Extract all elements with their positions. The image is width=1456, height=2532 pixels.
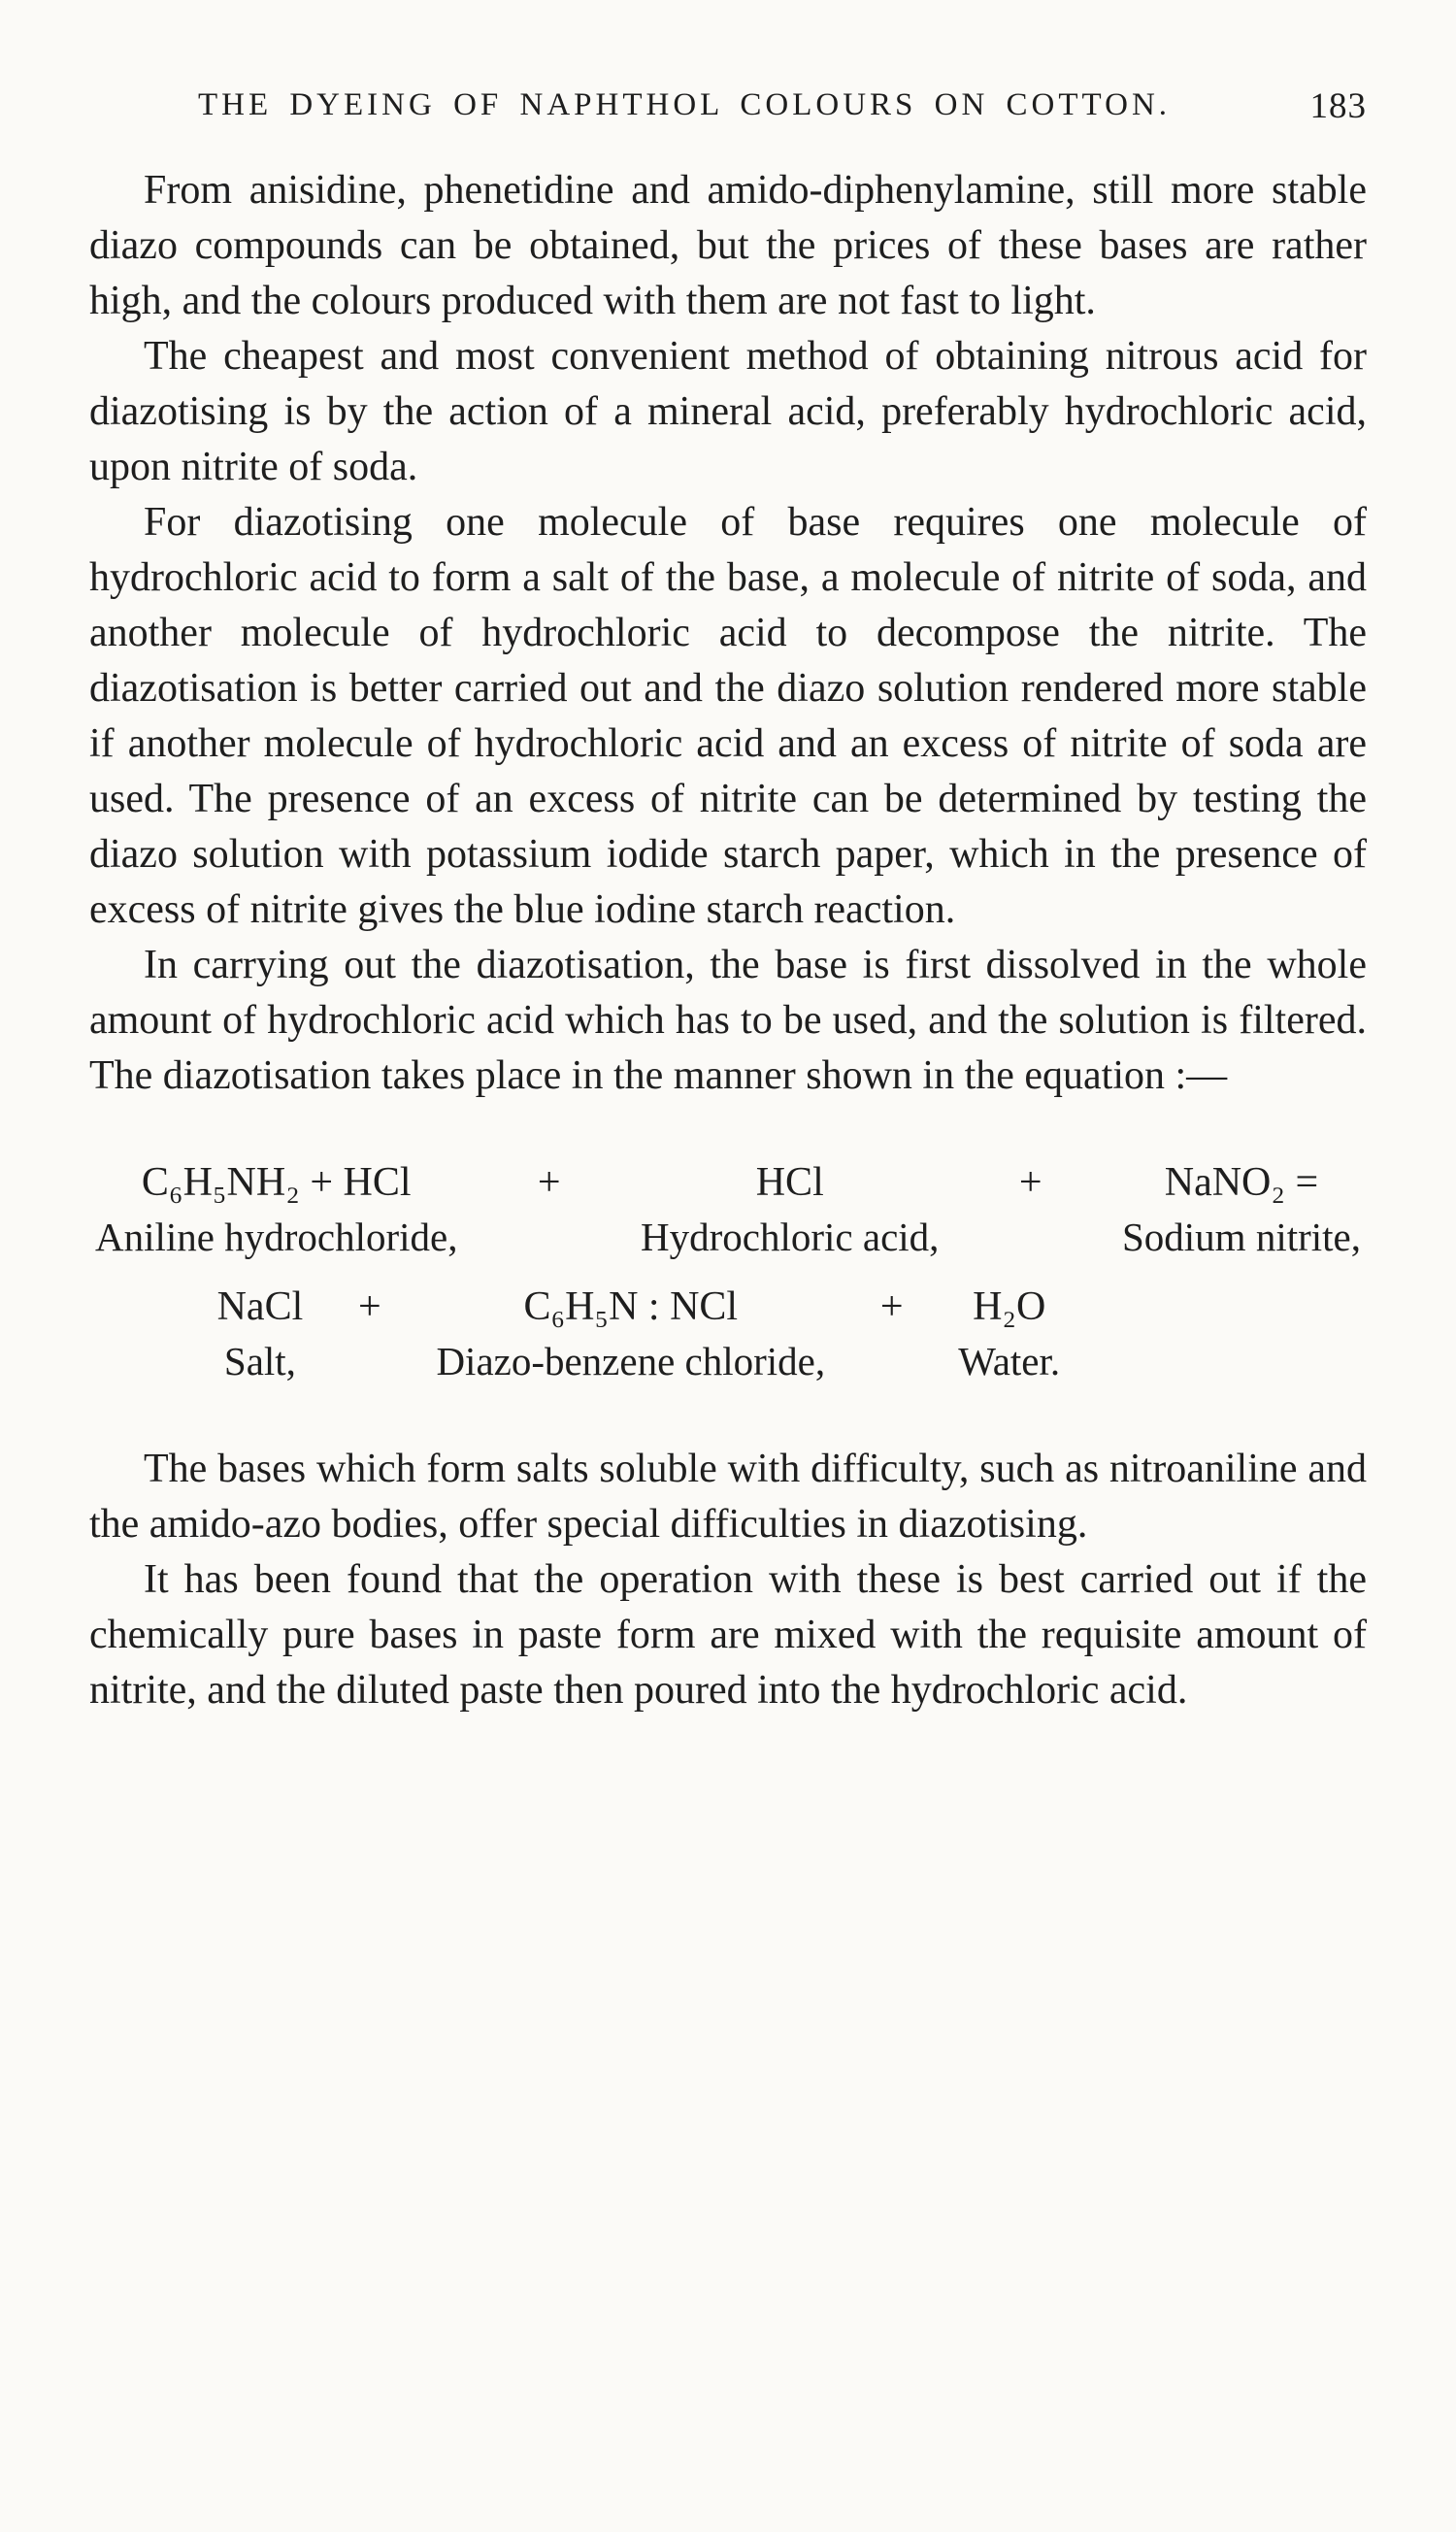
term-formula: +	[358, 1284, 381, 1329]
running-head	[89, 87, 1367, 138]
equation-term	[217, 1281, 304, 1385]
term-formula: C₆H₅NH₂ + HCl	[141, 1160, 412, 1205]
term-formula: HCl	[755, 1160, 824, 1205]
plus-sign	[358, 1281, 381, 1337]
term-formula: +	[879, 1284, 904, 1329]
page-number: 183	[1309, 86, 1367, 126]
equation-term	[1122, 1156, 1361, 1261]
term-formula: +	[1018, 1160, 1042, 1205]
equation-row-products	[217, 1281, 1061, 1385]
equation-term	[436, 1281, 825, 1385]
body-text	[89, 163, 1367, 1718]
equation-term	[641, 1156, 939, 1261]
paragraph-5: The bases which form salts soluble with difficulty, such as nitroaniline and the amido-azo bodies, offer special difficulties in diazotising.	[89, 1447, 1367, 1547]
term-label: Hydrochloric acid,	[641, 1215, 940, 1259]
running-head-title: THE DYEING OF NAPHTHOL COLOURS ON COTTON.	[197, 87, 1172, 122]
term-formula: +	[537, 1160, 561, 1205]
term-label: Aniline hydrochloride,	[95, 1215, 458, 1259]
equation-term	[95, 1156, 457, 1261]
term-label: Diazo-benzene chloride,	[436, 1339, 826, 1383]
paragraph-4: In carrying out the diazotisation, the base is first dissolved in the whole amount of hydrochloric acid which has to be used, and the solution is filtered. The diazotisation takes place in the manner shown in the equation :—	[89, 943, 1367, 1098]
plus-sign	[538, 1156, 561, 1213]
term-formula: H₂O	[973, 1284, 1046, 1329]
term-formula: NaCl	[216, 1284, 304, 1329]
paragraph-2: The cheapest and most convenient method of obtaining nitrous acid for diazotising is by the action of a mineral acid, preferably hydrochloric acid, upon nitrite of soda.	[89, 334, 1367, 489]
paragraph-1: From anisidine, phenetidine and amido-diphenylamine, still more stable diazo compounds can be obtained, but the prices of these bases are rather high, and the colours produced with them are not fast to light.	[89, 168, 1367, 323]
plus-sign	[880, 1281, 904, 1337]
term-formula: C₆H₅N : NCl	[523, 1284, 739, 1329]
chemical-equation	[89, 1156, 1367, 1385]
term-label: Salt,	[223, 1339, 296, 1383]
equation-row-reactants	[89, 1156, 1367, 1261]
term-label: Water.	[958, 1339, 1061, 1383]
term-formula: NaNO₂ =	[1164, 1160, 1319, 1205]
paragraph-3: For diazotising one molecule of base requires one molecule of hydrochloric acid to form a salt of the base, a molecule of nitrite of soda, and another molecule of hydrochloric acid to decompose the nitrite. The diazotisation is better carried out and the diazo solution rendered more stable if another molecule of hydrochloric acid and an excess of nitrite of soda are used. The presence of an excess of nitrite can be determined by testing the diazo solution with potassium iodide starch paper, which in the presence of excess of nitrite gives the blue iodine starch reaction.	[89, 500, 1367, 932]
equation-term	[958, 1281, 1060, 1385]
plus-sign	[1019, 1156, 1042, 1213]
paragraph-6: It has been found that the operation with these is best carried out if the chemically pure bases in paste form are mixed with the requisite amount of nitrite, and the diluted paste then poured into the hydrochloric acid.	[89, 1557, 1367, 1713]
term-label: Sodium nitrite,	[1121, 1215, 1361, 1259]
